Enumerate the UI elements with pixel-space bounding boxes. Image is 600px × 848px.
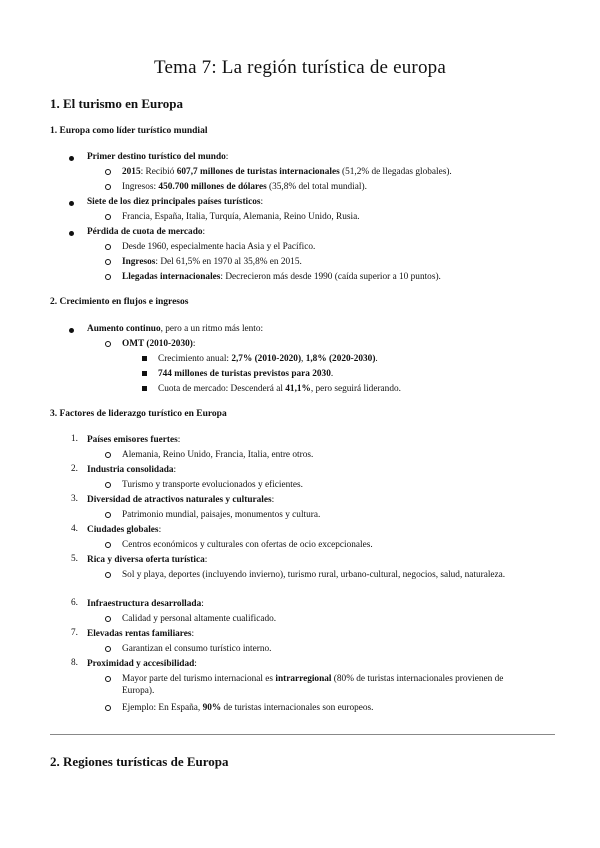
bullet-circle-icon: [105, 676, 111, 682]
bullet-circle-icon: [105, 259, 111, 265]
list-item: Aumento continuo, pero a un ritmo más lento:: [87, 324, 264, 334]
subsection-1-heading: 1. Europa como líder turístico mundial: [50, 126, 208, 136]
bullet-square-icon: [142, 386, 147, 391]
page-title: Tema 7: La región turística de europa: [153, 57, 446, 78]
section-1-heading: 1. El turismo en Europa: [50, 96, 184, 111]
bullet-circle-icon: [105, 244, 111, 250]
bullet-circle-icon: [105, 214, 111, 220]
list-number: 8.: [71, 658, 78, 668]
list-item: Primer destino turístico del mundo:: [87, 152, 229, 162]
list-item: Ejemplo: En España, 90% de turistas internacionales son europeos.: [122, 703, 374, 713]
list-item: Pérdida de cuota de mercado:: [87, 227, 206, 237]
list-item: 744 millones de turistas previstos para 2030.: [158, 369, 334, 379]
list-item: Siete de los diez principales países turísticos:: [87, 197, 264, 207]
bullet-circle-icon: [105, 542, 111, 548]
list-item: Proximidad y accesibilidad:: [87, 659, 197, 669]
list-item: OMT (2010-2030):: [122, 339, 196, 349]
list-item: Alemania, Reino Unido, Francia, Italia, entre otros.: [122, 450, 314, 460]
list-item: Francia, España, Italia, Turquía, Alemania, Reino Unido, Rusia.: [122, 212, 360, 222]
list-item: Desde 1960, especialmente hacia Asia y el Pacífico.: [122, 242, 316, 252]
bullet-disc-icon: [69, 201, 74, 206]
list-number: 5.: [71, 554, 78, 564]
list-number: 1.: [71, 434, 78, 444]
list-item: 2015: Recibió 607,7 millones de turistas internacionales (51,2% de llegadas globales).: [122, 167, 452, 177]
list-item: Infraestructura desarrollada:: [87, 599, 204, 609]
list-number: 6.: [71, 598, 78, 608]
bullet-disc-icon: [69, 231, 74, 236]
list-item: Centros económicos y culturales con ofertas de ocio excepcionales.: [122, 540, 373, 550]
list-item: Ciudades globales:: [87, 525, 162, 535]
bullet-circle-icon: [105, 184, 111, 190]
list-item: Mayor parte del turismo internacional es intrarregional (80% de turistas internacionales provienen de Europa).: [122, 674, 504, 696]
subsection-3-heading: 3. Factores de liderazgo turístico en Europa: [50, 409, 227, 419]
list-item: Llegadas internacionales: Decrecieron más desde 1990 (caída superior a 10 puntos).: [122, 272, 441, 282]
list-item: Rica y diversa oferta turística:: [87, 555, 208, 565]
bullet-disc-icon: [69, 328, 74, 333]
list-number: 2.: [71, 464, 78, 474]
list-number: 4.: [71, 524, 78, 534]
list-item: Sol y playa, deportes (incluyendo invierno), turismo rural, urbano-cultural, negocios, salud, naturaleza.: [122, 570, 506, 580]
bullet-circle-icon: [105, 646, 111, 652]
bullet-circle-icon: [105, 169, 111, 175]
list-item: Ingresos: Del 61,5% en 1970 al 35,8% en 2015.: [122, 257, 302, 267]
bullet-circle-icon: [105, 341, 111, 347]
subsection-2-heading: 2. Crecimiento en flujos e ingresos: [50, 297, 189, 307]
bullet-square-icon: [142, 371, 147, 376]
horizontal-divider: [50, 734, 555, 735]
list-item: Ingresos: 450.700 millones de dólares (35,8% del total mundial).: [122, 182, 367, 192]
list-item: Turismo y transporte evolucionados y eficientes.: [122, 480, 303, 490]
list-item: Patrimonio mundial, paisajes, monumentos y cultura.: [122, 510, 321, 520]
list-item: Diversidad de atractivos naturales y culturales:: [87, 495, 275, 505]
list-item: Calidad y personal altamente cualificado.: [122, 614, 277, 624]
bullet-square-icon: [142, 356, 147, 361]
bullet-circle-icon: [105, 452, 111, 458]
section-2-heading: 2. Regiones turísticas de Europa: [50, 754, 229, 769]
list-item: Garantizan el consumo turístico interno.: [122, 644, 272, 654]
list-number: 3.: [71, 494, 78, 504]
bullet-circle-icon: [105, 512, 111, 518]
bullet-circle-icon: [105, 482, 111, 488]
bullet-circle-icon: [105, 705, 111, 711]
list-number: 7.: [71, 628, 78, 638]
list-item: Elevadas rentas familiares:: [87, 629, 195, 639]
bullet-circle-icon: [105, 616, 111, 622]
list-item: Cuota de mercado: Descenderá al 41,1%, pero seguirá liderando.: [158, 384, 401, 394]
bullet-circle-icon: [105, 274, 111, 280]
bullet-circle-icon: [105, 572, 111, 578]
list-item: Crecimiento anual: 2,7% (2010-2020), 1,8% (2020-2030).: [158, 354, 378, 364]
list-item: Países emisores fuertes:: [87, 435, 181, 445]
list-item: Industria consolidada:: [87, 465, 177, 475]
bullet-disc-icon: [69, 156, 74, 161]
